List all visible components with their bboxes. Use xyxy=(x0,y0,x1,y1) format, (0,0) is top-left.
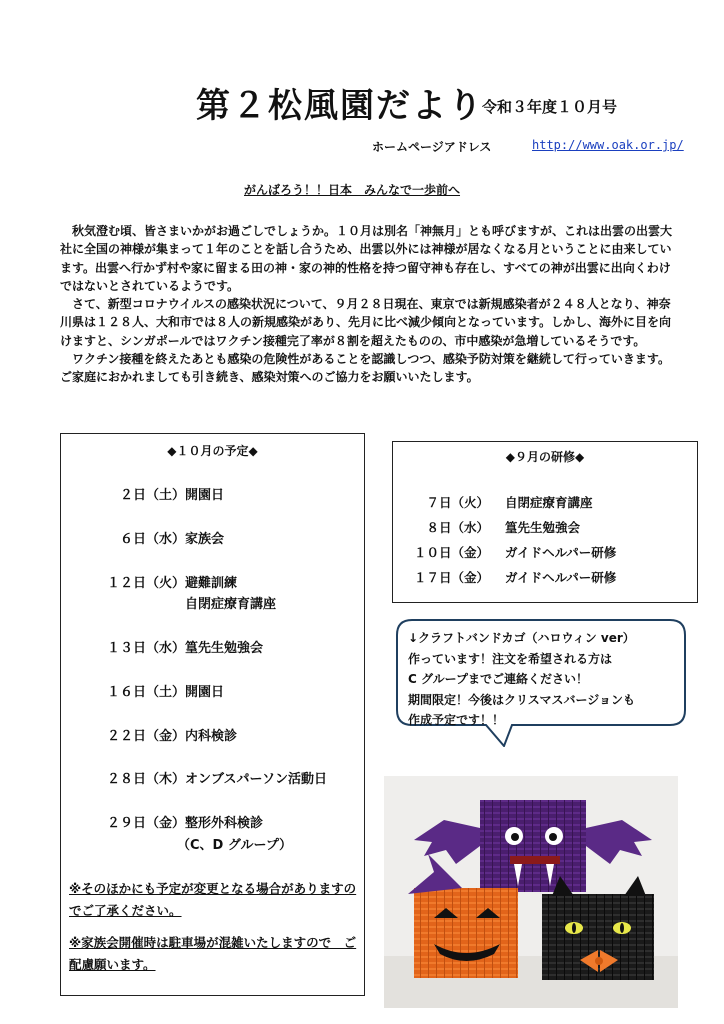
body-text xyxy=(60,222,680,387)
schedule-row xyxy=(85,484,225,503)
schedule-date: ２２日（金） xyxy=(106,729,185,744)
training-date: １７日（金） xyxy=(413,570,489,585)
homepage-link[interactable]: http://www.oak.or.jp/ xyxy=(532,138,684,152)
schedule-row xyxy=(85,528,225,547)
schedule-row xyxy=(85,725,238,744)
schedule-date: ２日（土） xyxy=(119,488,185,503)
schedule-row xyxy=(85,768,327,787)
training-title: ◆９月の研修◆ xyxy=(505,450,585,464)
training-date: ８日（水） xyxy=(426,520,489,535)
training-event: ガイドヘルパー研修 xyxy=(505,545,617,560)
training-event: ガイドヘルパー研修 xyxy=(505,570,617,585)
body-paragraph: ワクチン接種を終えたあとも感染の危険性があることを認識しつつ、感染予防対策を継続して行っていきます。ご家庭におかれましても引き続き、感染対策へのご協力をお願いいたします。 xyxy=(60,352,670,385)
slogan: がんばろう！！日本 みんなで一歩前へ xyxy=(244,183,461,197)
training-row xyxy=(401,493,593,511)
schedule-event: 家族会 xyxy=(185,532,225,547)
schedule-date: ２９日（金） xyxy=(106,816,185,831)
schedule-row xyxy=(85,637,264,656)
bubble-line: ↓クラフトバンドカゴ（ハロウィン ver） xyxy=(408,631,635,645)
schedule-note: ※そのほかにも予定が変更となる場合がありますのでご了承ください。 xyxy=(69,881,357,918)
training-event: 自閉症療育講座 xyxy=(505,495,593,510)
schedule-event-secondary: （C、D グループ） xyxy=(177,838,292,853)
body-paragraph: 秋気澄む頃、皆さまいかがお過ごしでしょうか。１０月は別名「神無月」とも呼びますが、これは出雲の出雲大社に全国の神様が集まって１年のことを話し合うため、出雲以外には神様が居なくなる月ということに由来しています。出雲へ行かず村や家に留まる田の神・家の神的性格を持つ留守神も存在し、すべての神が出雲に出向くわけではないとされているようです。 xyxy=(60,224,673,293)
schedule-date: ６日（水） xyxy=(119,532,185,547)
speech-bubble xyxy=(394,619,686,747)
body-paragraph: さて、新型コロナウイルスの感染状況について、９月２８日現在、東京では新規感染者が２４８人となり、神奈川県は１２８人、大和市では８人の新規感染があり、先月に比べ減少傾向となっています。しかし、海外に目を向けますと、シンガポールではワクチン接種完了率が８割を超えたものの、市中感染が急増しているそうです。 xyxy=(60,297,672,348)
schedule-row xyxy=(85,681,225,700)
schedule-row xyxy=(85,812,264,831)
schedule-event: 開園日 xyxy=(185,685,225,700)
schedule-event: オンブスパーソン活動日 xyxy=(185,772,327,787)
schedule-event: 内科検診 xyxy=(185,729,238,744)
bubble-line: 作っています！注文を希望される方は xyxy=(408,651,613,666)
schedule-event: 整形外科検診 xyxy=(185,816,264,831)
homepage-label: ホームページアドレス xyxy=(372,140,492,154)
halloween-baskets-photo xyxy=(384,776,678,1008)
schedule-title: ◆１０月の予定◆ xyxy=(167,444,258,458)
schedule-event: 開園日 xyxy=(185,488,225,503)
training-event: 篁先生勉強会 xyxy=(505,520,581,535)
schedule-note: ※家族会開催時は駐車場が混雑いたしますので ご配慮願います。 xyxy=(69,935,357,972)
halloween-baskets-illustration xyxy=(384,776,678,1008)
training-row xyxy=(401,518,581,536)
speech-bubble-text xyxy=(408,628,635,731)
issue-label: 令和３年度１０月号 xyxy=(482,98,618,116)
training-row xyxy=(401,543,617,561)
training-row xyxy=(401,568,617,586)
schedule-date: １２日（火） xyxy=(106,576,185,591)
schedule-date: １３日（水） xyxy=(106,641,185,656)
october-schedule-box xyxy=(60,433,365,996)
schedule-row xyxy=(85,572,238,591)
schedule-date: ２８日（木） xyxy=(106,772,185,787)
bubble-line: 作成予定です！！ xyxy=(408,713,505,728)
schedule-event: 篁先生勉強会 xyxy=(185,641,264,656)
schedule-date: １６日（土） xyxy=(106,685,185,700)
training-date: １０日（金） xyxy=(413,545,489,560)
newsletter-title: 第２松風園だより xyxy=(196,86,484,126)
schedule-event-secondary: 自閉症療育講座 xyxy=(185,597,277,612)
schedule-event: 避難訓練 xyxy=(185,576,238,591)
september-training-box xyxy=(392,441,698,603)
bubble-line: C グループまでご連絡ください！ xyxy=(408,672,589,687)
bubble-line: 期間限定！今後はクリスマスバージョンも xyxy=(408,692,636,707)
training-date: ７日（火） xyxy=(426,495,489,510)
